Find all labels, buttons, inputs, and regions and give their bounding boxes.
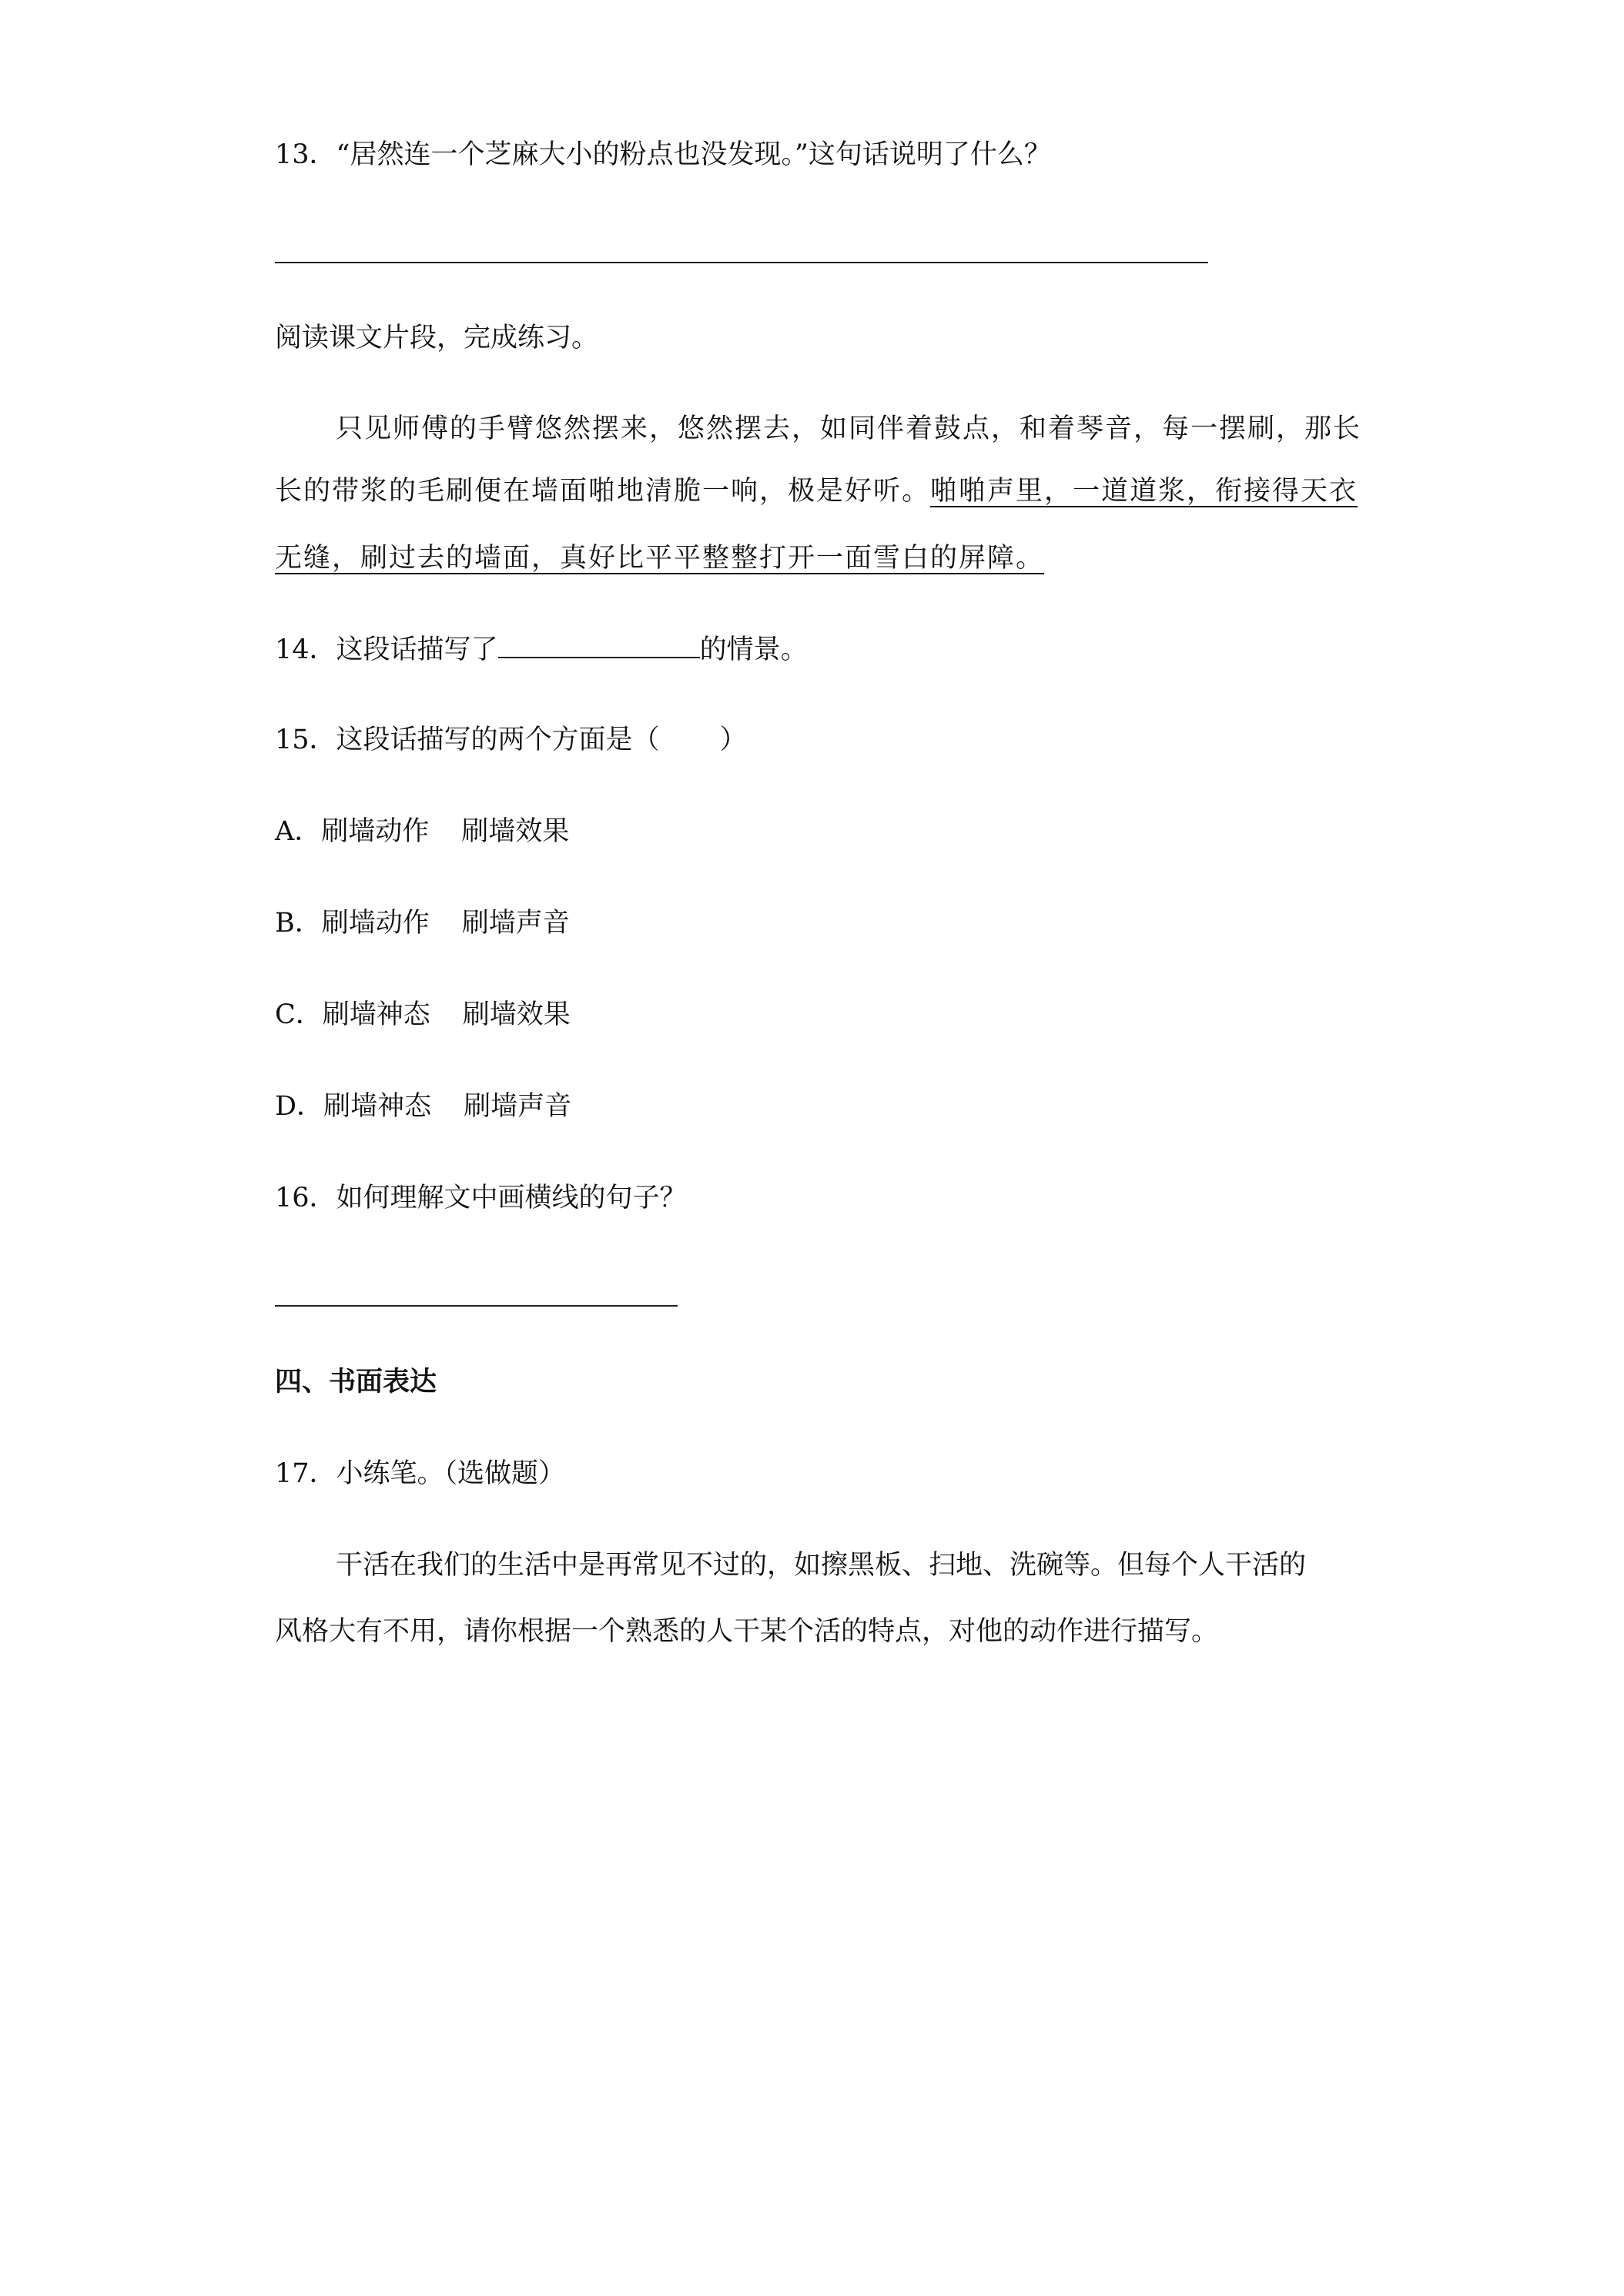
option-d[interactable] (275, 1087, 571, 1126)
question-15 (275, 721, 747, 759)
prompt-line-1: 干活在我们的生活中是再常见不过的，如擦黑板、扫地、洗碗等。但每个人干活的 (336, 1550, 1307, 1581)
passage-plain-text: 长的带浆的毛刷便在墙面啪地清脆一响，极是好听。 (275, 476, 931, 507)
underlined-sentence-part-2: 无缝，刷过去的墙面，真好比平平整整打开一面雪白的屏障。 (275, 543, 1045, 574)
option-part-1: 刷墙动作 (321, 908, 430, 939)
question-number: 14． (275, 634, 337, 665)
answer-line-16[interactable] (275, 1305, 678, 1307)
question-text: 如何理解文中画横线的句子？ (336, 1183, 687, 1213)
question-text-before: 这段话描写了 (336, 634, 498, 665)
section-title: 四、书面表达 (275, 1367, 437, 1397)
question-text-after: ） (719, 725, 747, 755)
option-b[interactable] (275, 904, 570, 942)
question-14 (275, 629, 808, 669)
question-number: 17． (275, 1458, 337, 1489)
option-part-2: 刷墙声音 (464, 1091, 572, 1122)
fill-blank-14[interactable] (498, 629, 700, 658)
option-letter: B． (275, 908, 322, 939)
option-part-1: 刷墙神态 (323, 1091, 432, 1122)
question-17 (275, 1454, 565, 1493)
option-a[interactable] (275, 812, 569, 851)
question-text-before: 这段话描写的两个方面是（ (336, 725, 660, 755)
option-part-2: 刷墙声音 (461, 908, 570, 939)
option-letter: A． (275, 816, 322, 847)
option-part-2: 刷墙效果 (461, 816, 570, 847)
question-text-after: 的情景。 (699, 634, 808, 665)
question-number: 16． (275, 1183, 337, 1213)
option-part-2: 刷墙效果 (462, 999, 571, 1030)
underlined-sentence-part-1: 啪啪声里，一道道浆，衔接得天衣 (930, 476, 1358, 507)
passage-line-1: 只见师傅的手臂悠然摆来，悠然摆去，如同伴着鼓点，和着琴音，每一摆刷，那长 (336, 413, 1362, 444)
question-16 (275, 1179, 687, 1217)
prompt-line-2: 风格大有不用，请你根据一个熟悉的人干某个活的特点，对他的动作进行描写。 (275, 1616, 1219, 1647)
question-text: “居然连一个芝麻大小的粉点也没发现。”这句话说明了什么？ (336, 139, 1051, 170)
question-number: 15． (275, 725, 337, 755)
option-part-1: 刷墙神态 (322, 999, 430, 1030)
question-number: 13． (275, 139, 337, 170)
answer-line-13[interactable] (275, 262, 1208, 263)
option-part-1: 刷墙动作 (321, 816, 430, 847)
question-13 (275, 136, 1051, 174)
option-letter: C． (275, 999, 323, 1030)
option-c[interactable] (275, 996, 571, 1034)
option-letter: D． (275, 1091, 324, 1122)
question-text: 小练笔。（选做题） (336, 1458, 566, 1489)
reading-instruction: 阅读课文片段，完成练习。 (275, 323, 599, 353)
passage-line-3 (275, 539, 1044, 577)
passage-line-2 (275, 472, 1358, 510)
